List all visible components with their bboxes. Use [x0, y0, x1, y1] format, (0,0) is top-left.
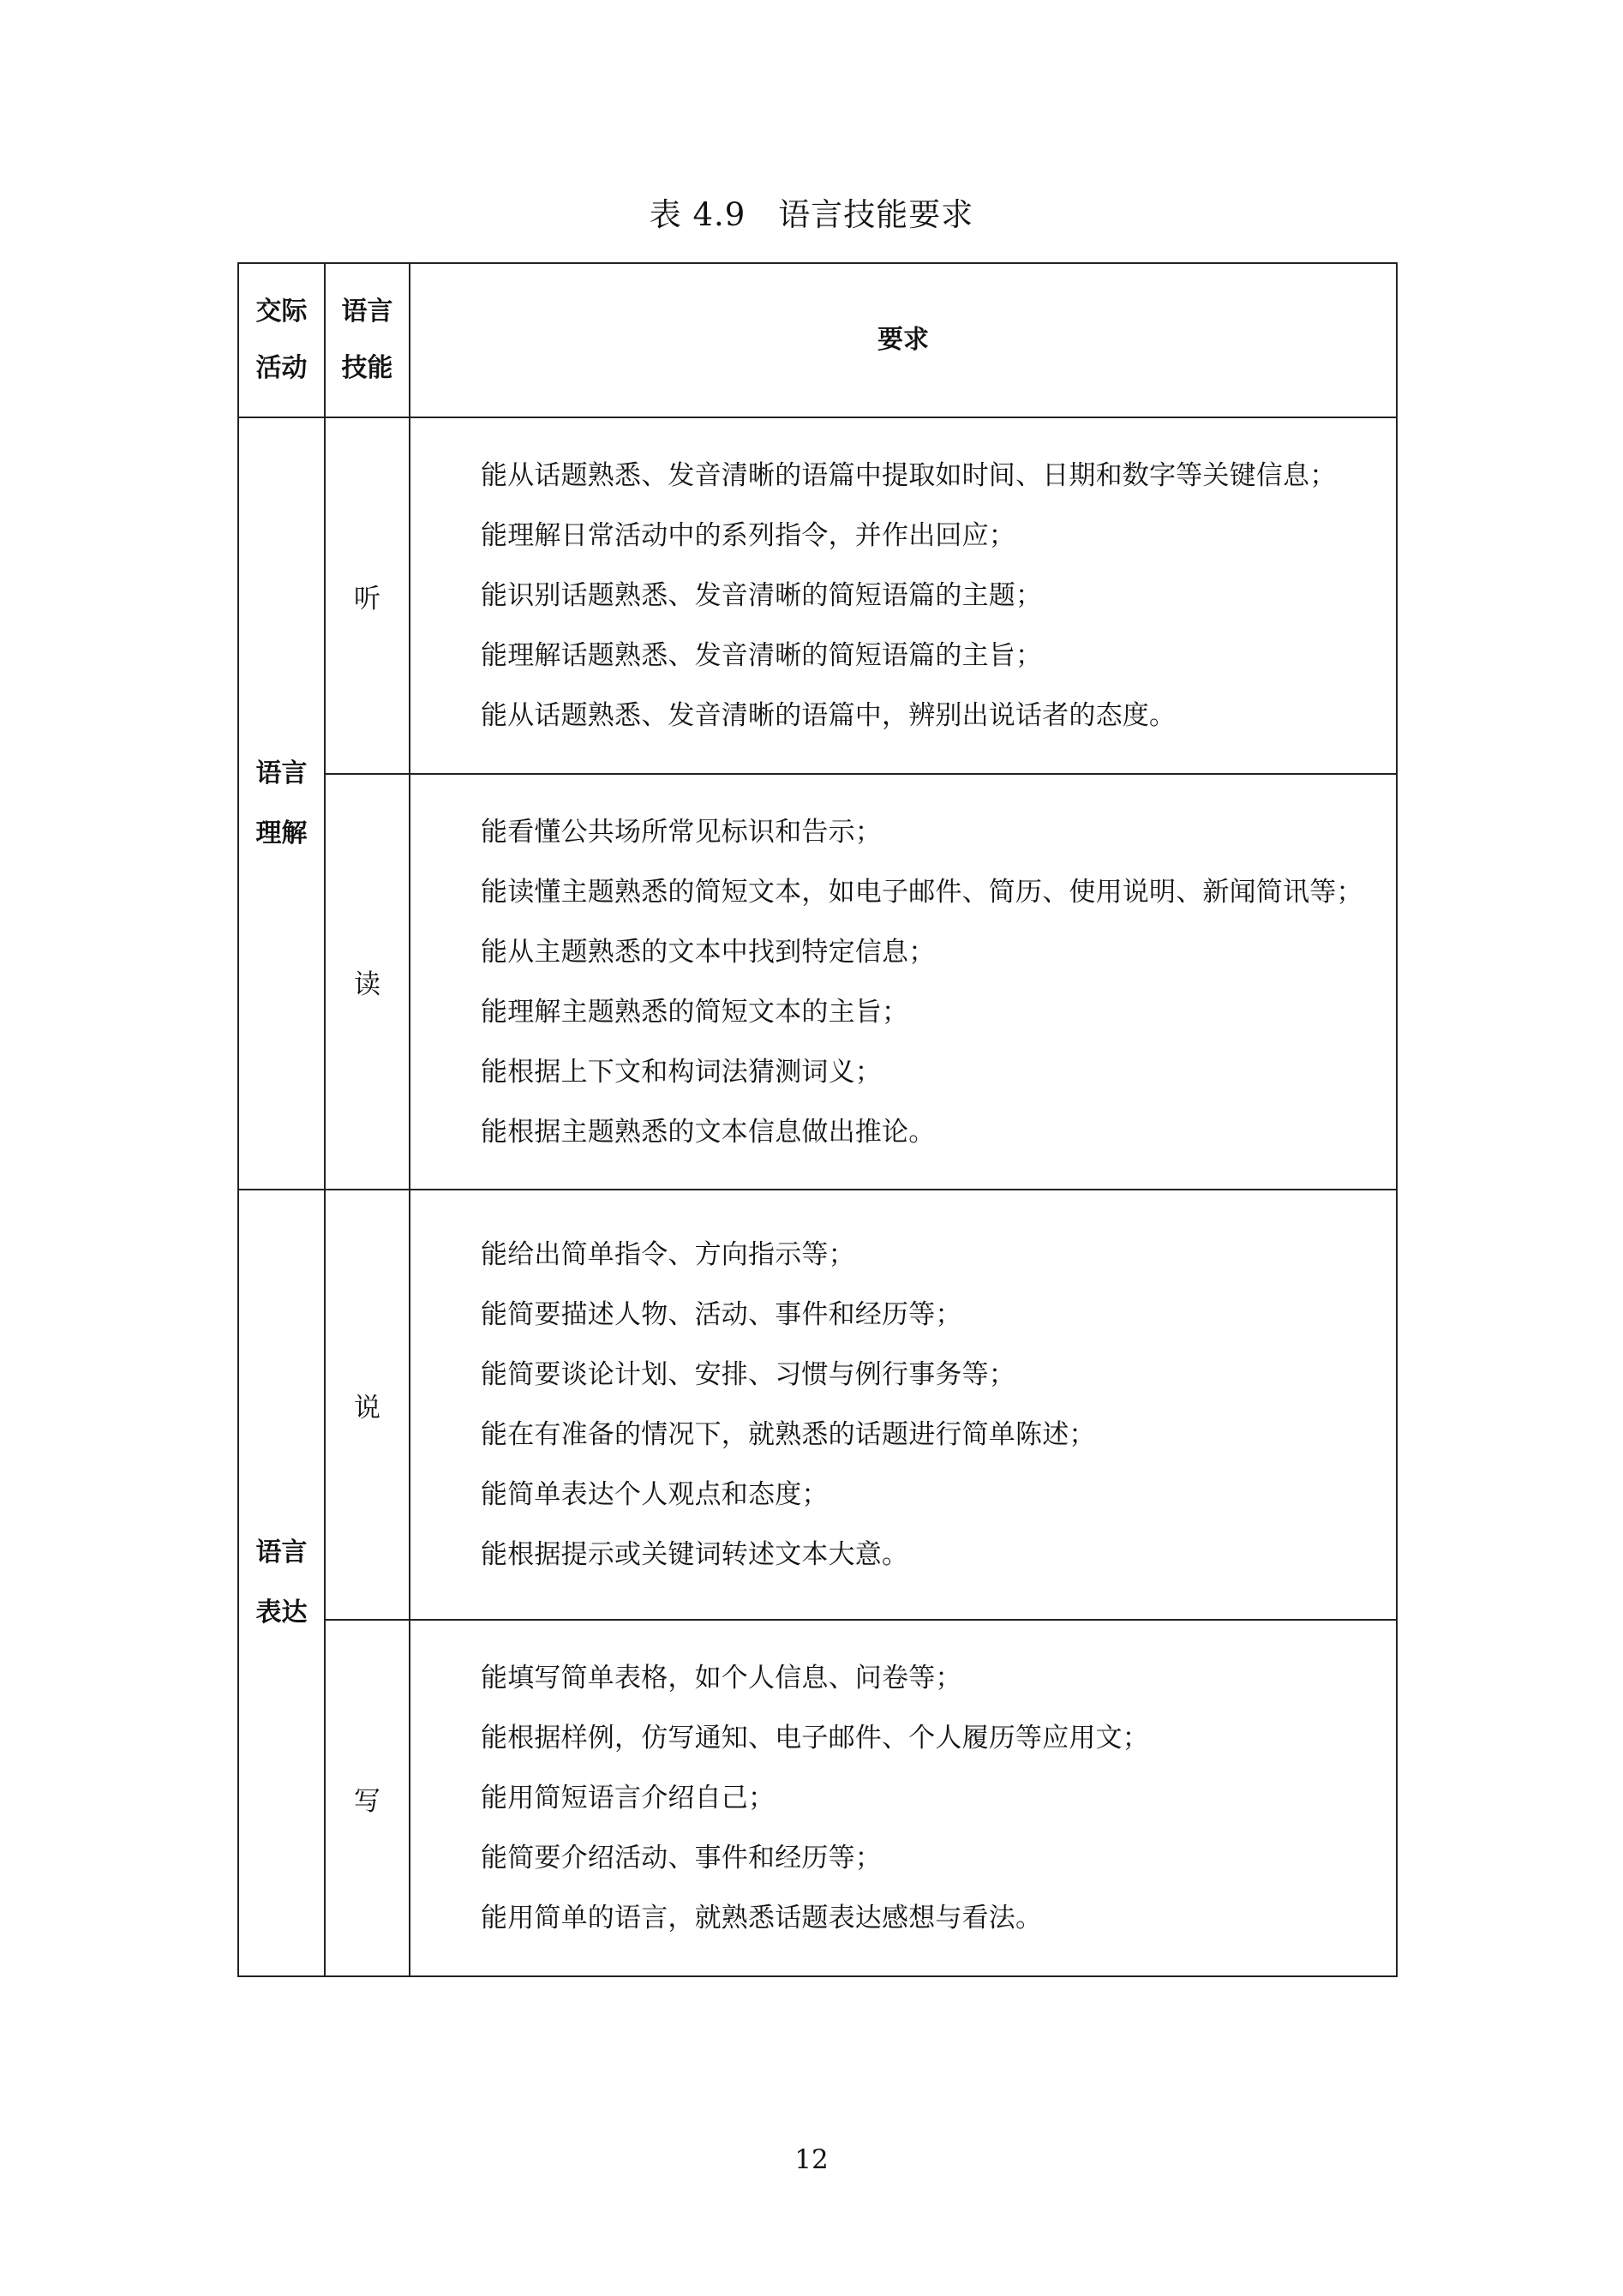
- header-activity: 交际 活动: [238, 263, 325, 417]
- requirement-item: 能看懂公共场所常见标识和告示；: [481, 816, 882, 848]
- requirement-item: 能给出简单指令、方向指示等；: [481, 1239, 855, 1270]
- table-header-row: [238, 263, 1397, 417]
- requirement-item: 能简要描述人物、活动、事件和经历等；: [481, 1299, 962, 1330]
- requirement-item: 能根据样例，仿写通知、电子邮件、个人履历等应用文；: [481, 1723, 1149, 1753]
- activity-cell-comprehension: 语言 理解: [238, 417, 325, 1190]
- requirement-cell-writing: [410, 1620, 1397, 1976]
- table-row: [238, 417, 1397, 774]
- requirement-cell-reading: [410, 774, 1397, 1190]
- language-skills-table: [237, 262, 1398, 1977]
- table-row: [238, 1190, 1397, 1620]
- requirement-item: 能简要介绍活动、事件和经历等；: [481, 1843, 882, 1873]
- table-number: 表 4.9: [649, 196, 746, 233]
- requirement-item: 能根据上下文和构词法猜测词义；: [481, 1056, 882, 1088]
- requirement-item: 能从话题熟悉、发音清晰的语篇中，辨别出说话者的态度。: [481, 700, 1177, 731]
- requirement-item: 能用简单的语言，就熟悉话题表达感想与看法。: [481, 1903, 1043, 1933]
- requirement-item: 能根据提示或关键词转述文本大意。: [481, 1539, 909, 1570]
- skill-cell-reading: 读: [325, 774, 410, 1190]
- table-title: 语言技能要求: [778, 196, 974, 233]
- skill-cell-listening: 听: [325, 417, 410, 774]
- requirement-item: 能理解话题熟悉、发音清晰的简短语篇的主旨；: [481, 640, 1043, 671]
- requirement-cell-listening: [410, 417, 1397, 774]
- requirement-item: 能简要谈论计划、安排、习惯与例行事务等；: [481, 1359, 1015, 1390]
- requirement-item: 能从话题熟悉、发音清晰的语篇中提取如时间、日期和数字等关键信息；: [481, 460, 1337, 491]
- skill-cell-writing: 写: [325, 1620, 410, 1976]
- table-row: [238, 774, 1397, 1190]
- activity-cell-expression: 语言 表达: [238, 1190, 325, 1976]
- requirement-cell-speaking: [410, 1190, 1397, 1620]
- requirement-item: 能在有准备的情况下，就熟悉的话题进行简单陈述；: [481, 1419, 1096, 1450]
- header-skill: 语言 技能: [325, 263, 410, 417]
- requirement-item: 能理解日常活动中的系列指令，并作出回应；: [481, 520, 1015, 551]
- requirement-item: 能简单表达个人观点和态度；: [481, 1479, 829, 1510]
- header-requirement: 要求: [410, 263, 1397, 417]
- requirement-item: 能根据主题熟悉的文本信息做出推论。: [481, 1116, 936, 1148]
- skill-cell-speaking: 说: [325, 1190, 410, 1620]
- table-caption: [0, 195, 1623, 235]
- requirement-item: 能识别话题熟悉、发音清晰的简短语篇的主题；: [481, 580, 1043, 611]
- requirement-item: 能从主题熟悉的文本中找到特定信息；: [481, 936, 936, 968]
- requirement-item: 能理解主题熟悉的简短文本的主旨；: [481, 996, 909, 1028]
- requirement-item: 能用简短语言介绍自己；: [481, 1783, 776, 1813]
- requirement-item: 能填写简单表格，如个人信息、问卷等；: [481, 1663, 962, 1694]
- requirement-item: 能读懂主题熟悉的简短文本，如电子邮件、简历、使用说明、新闻简讯等；: [481, 876, 1363, 908]
- table-row: [238, 1620, 1397, 1976]
- page-number: 12: [794, 2144, 829, 2175]
